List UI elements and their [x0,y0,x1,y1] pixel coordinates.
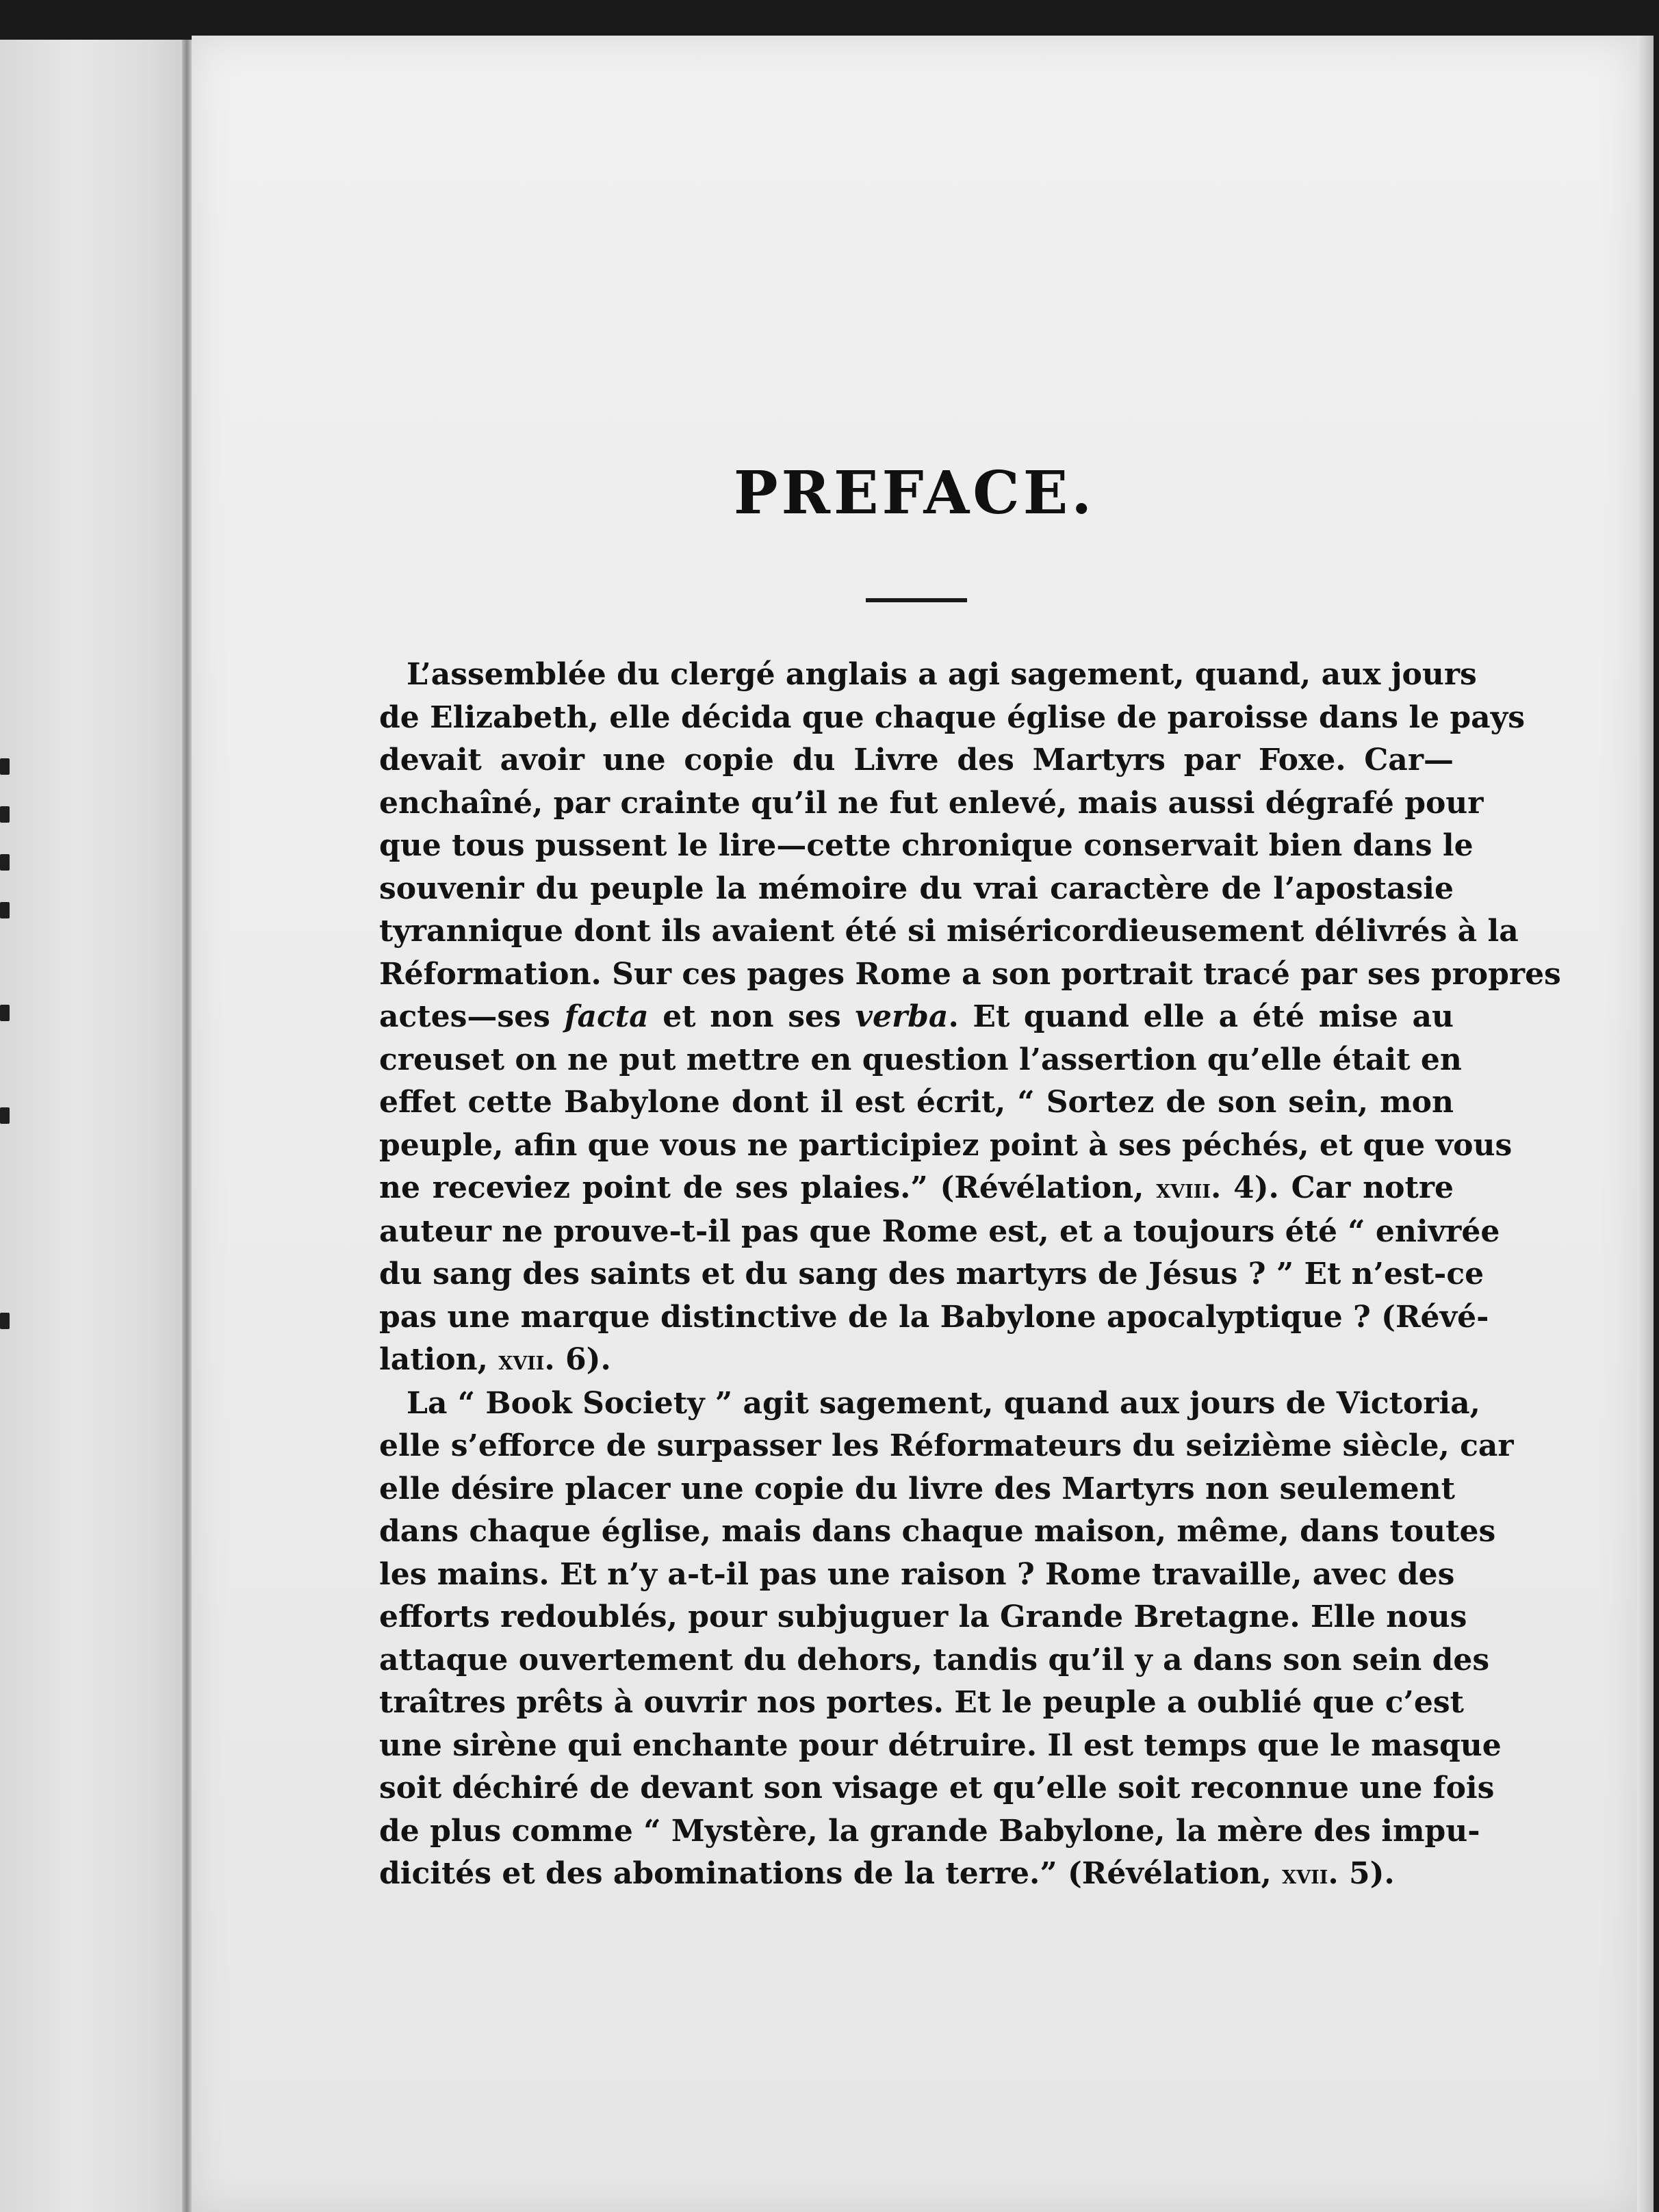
text-line: ne receviez point de ses plaies.” (Révélation, xviii. 4). Car notre [379,1170,1454,1205]
text-line: L’assemblée du clergé anglais a agi sagement, quand, aux jours [407,657,1477,692]
text-line: du sang des saints et du sang des martyrs de Jésus ? ” Et n’est-ce [379,1257,1484,1291]
text-line: traîtres prêts à ouvrir nos portes. Et le peuple a oublié que c’est [379,1685,1464,1720]
text-line: attaque ouvertement du dehors, tandis qu’il y a dans son sein des [379,1642,1490,1677]
text-line: lation, xvii. 6). [379,1342,611,1377]
text-line: pas une marque distinctive de la Babylone apocalyptique ? (Révé- [379,1299,1489,1335]
text-line: peuple, afin que vous ne participiez point à ses péchés, et que vous [379,1127,1513,1163]
text-line: enchaîné, par crainte qu’il ne fut enlevé, mais aussi dégrafé pour [379,785,1484,821]
text-line: devait avoir une copie du Livre des Martyrs par Foxe. Car— [379,743,1454,777]
text-line: souvenir du peuple la mémoire du vrai caractère de l’apostasie [379,871,1454,906]
page-right-edge [1637,36,1654,2212]
text-line: elle désire placer une copie du livre des Martyrs non seulement [379,1471,1455,1506]
text-line: dans chaque église, mais dans chaque maison, même, dans toutes [379,1514,1496,1549]
page-title: PREFACE. [733,459,1096,528]
text-line: actes—ses facta et non ses verba. Et quand elle a été mise au [379,999,1454,1034]
preface-body [379,654,1561,1896]
text-line: tyrannique dont ils avaient été si miséricordieusement délivrés à la [379,914,1519,949]
text-line: une sirène qui enchante pour détruire. Il est temps que le masque [379,1727,1502,1763]
text-line: effet cette Babylone dont il est écrit, “ Sortez de son sein, mon [379,1085,1454,1120]
page-gutter [182,40,192,2212]
preface-paragraph-1 [379,654,1561,1382]
previous-page-edge [0,40,186,2212]
previous-page-ink-marks [0,40,21,2212]
title-rule [866,598,967,602]
text-line: efforts redoublés, pour subjuguer la Grande Bretagne. Elle nous [379,1599,1467,1634]
text-line: les mains. Et n’y a-t-il pas une raison ? Rome travaille, avec des [379,1556,1455,1592]
text-line: creuset on ne put mettre en question l’assertion qu’elle était en [379,1042,1462,1077]
text-line: que tous pussent le lire—cette chronique conservait bien dans le [379,828,1474,863]
text-line: de plus comme “ Mystère, la grande Babylone, la mère des impu- [379,1813,1480,1849]
text-line: auteur ne prouve-t-il pas que Rome est, et a toujours été “ enivrée [379,1213,1500,1249]
text-line: elle s’efforce de surpasser les Réformateurs du seizième siècle, car [379,1428,1514,1463]
text-line: dicités et des abominations de la terre.” (Révélation, xvii. 5). [379,1856,1395,1891]
text-line: de Elizabeth, elle décida que chaque église de paroisse dans le pays [379,699,1525,735]
text-line: soit déchiré de devant son visage et qu’elle soit reconnue une fois [379,1771,1495,1805]
preface-paragraph-2 [379,1382,1514,1896]
text-line: Réformation. Sur ces pages Rome a son portrait tracé par ses propres [379,956,1561,992]
text-line: La “ Book Society ” agit sagement, quand aux jours de Victoria, [407,1385,1480,1421]
